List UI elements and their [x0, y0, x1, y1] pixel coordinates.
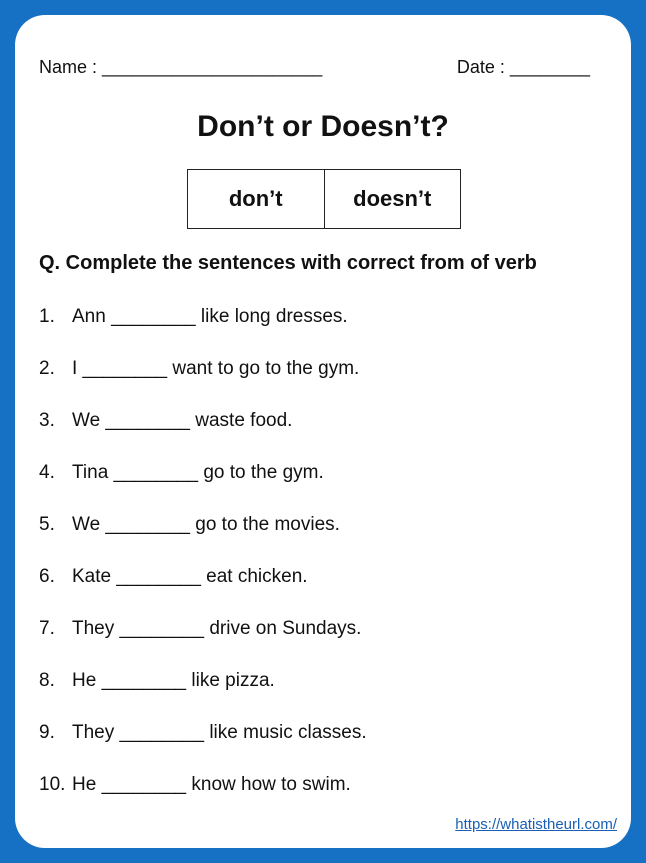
question-item: [39, 565, 367, 617]
question-item: [39, 669, 367, 721]
name-field-label: Name : ______________________: [39, 57, 323, 77]
question-text: Ann ________ like long dresses.: [72, 306, 348, 327]
question-item: [39, 721, 367, 773]
question-text: I ________ want to go to the gym.: [72, 358, 360, 379]
source-link[interactable]: https://whatistheurl.com/: [455, 816, 617, 833]
question-item: [39, 461, 367, 513]
question-number: 7.: [39, 618, 55, 639]
question-item: [39, 513, 367, 565]
question-list: [39, 305, 367, 825]
question-text: He ________ like pizza.: [72, 670, 275, 691]
word-bank: [187, 169, 461, 229]
question-item: [39, 617, 367, 669]
question-item: [39, 305, 367, 357]
question-text: We ________ go to the movies.: [72, 514, 340, 535]
instruction-text: Q. Complete the sentences with correct from of verb: [39, 252, 537, 274]
question-number: 5.: [39, 514, 55, 535]
question-number: 8.: [39, 670, 55, 691]
word-bank-item-doesnt: doesn’t: [324, 170, 461, 228]
question-text: He ________ know how to swim.: [72, 774, 351, 795]
question-text: Tina ________ go to the gym.: [72, 462, 324, 483]
question-number: 6.: [39, 566, 55, 587]
question-number: 1.: [39, 306, 55, 327]
question-text: Kate ________ eat chicken.: [72, 566, 308, 587]
date-field-label: Date : ________: [456, 57, 590, 77]
question-text: They ________ drive on Sundays.: [72, 618, 362, 639]
question-item: [39, 409, 367, 461]
question-number: 10.: [39, 774, 66, 795]
question-number: 3.: [39, 410, 55, 431]
question-number: 4.: [39, 462, 55, 483]
question-item: [39, 773, 367, 825]
question-text: They ________ like music classes.: [72, 722, 367, 743]
question-text: We ________ waste food.: [72, 410, 293, 431]
question-number: 2.: [39, 358, 55, 379]
word-bank-item-dont: don’t: [228, 186, 283, 211]
worksheet: [15, 15, 631, 848]
question-number: 9.: [39, 722, 55, 743]
question-item: [39, 357, 367, 409]
page-title: Don’t or Doesn’t?: [197, 110, 449, 143]
